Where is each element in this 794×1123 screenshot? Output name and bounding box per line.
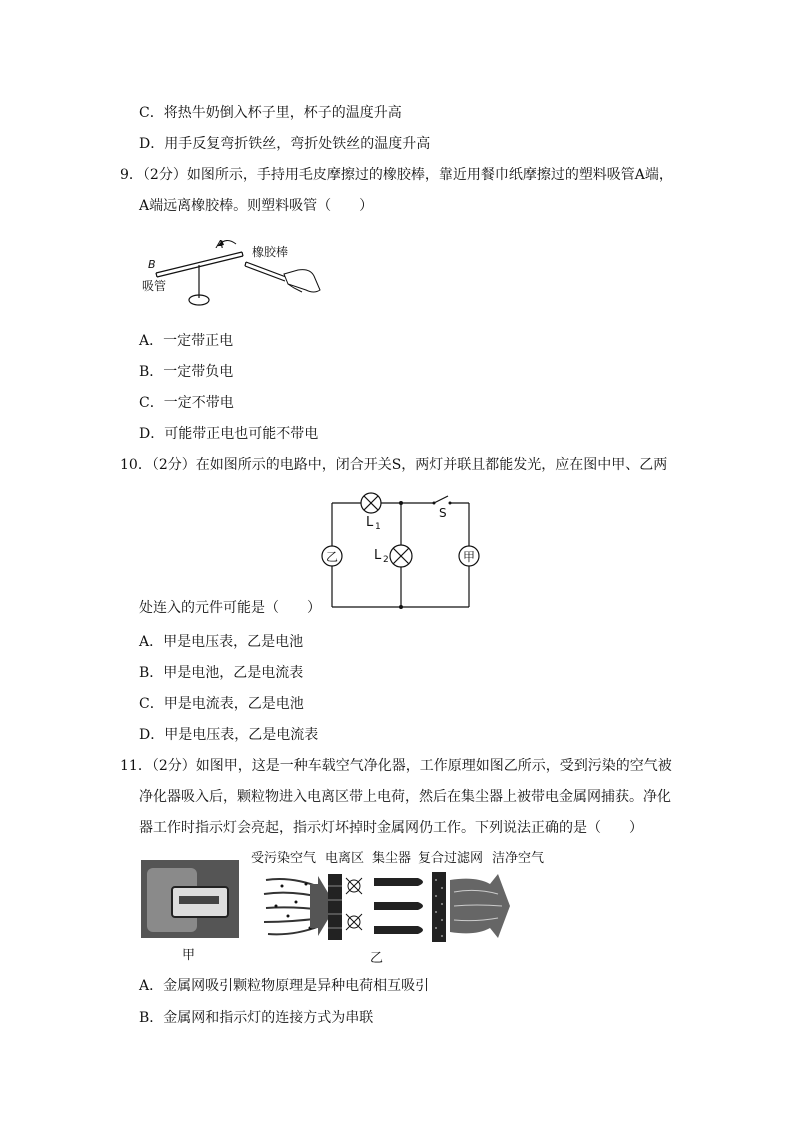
q10-label-l1: L [366, 515, 374, 530]
q10-label-l1-sub: 1 [375, 522, 381, 532]
q11-label-clean-air: 洁净空气 [492, 851, 545, 866]
q11-label-polluted-air: 受污染空气 [251, 851, 317, 866]
q11-caption-yi: 乙 [370, 951, 384, 966]
q11-stem-line2: 净化器吸入后，颗粒物进入电离区带上电荷，然后在集尘器上被带电金属网捕获。净化 [139, 789, 671, 805]
q10-option-d: D．甲是电压表，乙是电流表 [139, 727, 319, 743]
q10-option-a: A．甲是电压表，乙是电池 [139, 634, 304, 650]
q10-circuit-diagram [318, 488, 488, 614]
q10-label-l2-sub: 2 [383, 555, 389, 565]
q9-label-b: B [148, 258, 156, 271]
q9-option-d: D．可能带正电也可能不带电 [139, 426, 319, 442]
q8-option-c: C．将热牛奶倒入杯子里，杯子的温度升高 [139, 105, 402, 121]
q9-figure-rod-straw [138, 230, 328, 320]
q11-caption-jia: 甲 [182, 948, 196, 963]
q9-option-a: A．一定带正电 [139, 333, 234, 349]
q9-label-rod: 橡胶棒 [252, 245, 289, 259]
q9-option-c: C．一定不带电 [139, 395, 234, 411]
q10-stem-line2: 处连入的元件可能是（ ） [139, 600, 321, 616]
q10-label-jia: 甲 [463, 550, 476, 564]
q10-label-yi: 乙 [326, 550, 339, 564]
q10-option-b: B．甲是电池，乙是电流表 [139, 665, 304, 681]
q9-option-b: B．一定带负电 [139, 364, 234, 380]
q11-option-a: A．金属网吸引颗粒物原理是异种电荷相互吸引 [139, 978, 430, 994]
q11-purifier-diagram [262, 866, 512, 946]
q10-option-c: C．甲是电流表，乙是电池 [139, 696, 304, 712]
q9-stem-line1: 9．（2分）如图所示，手持用毛皮摩擦过的橡胶棒，靠近用餐巾纸摩擦过的塑料吸管A端， [120, 167, 673, 183]
q9-stem-line2: A端远离橡胶棒。则塑料吸管（ ） [139, 198, 374, 214]
q8-option-d: D．用手反复弯折铁丝，弯折处铁丝的温度升高 [139, 136, 431, 152]
q10-stem-line1: 10．（2分）在如图所示的电路中，闭合开关S，两灯并联且都能发光，应在图中甲、乙两 [120, 457, 668, 473]
q11-label-ionization-zone: 电离区 [325, 851, 365, 866]
q11-label-filter-net: 复合过滤网 [418, 851, 484, 866]
q9-label-straw: 吸管 [142, 279, 167, 293]
car-air-purifier-photo [141, 860, 239, 938]
q10-label-l2: L [374, 548, 382, 563]
q10-label-switch: S [439, 506, 447, 520]
q11-option-b: B．金属网和指示灯的连接方式为串联 [139, 1010, 374, 1026]
purifier-device-shape [171, 886, 229, 918]
q11-stem-line3: 器工作时指示灯会亮起，指示灯坏掉时金属网仍工作。下列说法正确的是（ ） [139, 820, 643, 836]
q9-label-a: A [216, 238, 224, 251]
q11-stem-line1: 11．（2分）如图甲，这是一种车载空气净化器，工作原理如图乙所示，受到污染的空气被 [120, 758, 672, 774]
q11-label-dust-collector: 集尘器 [372, 851, 412, 866]
